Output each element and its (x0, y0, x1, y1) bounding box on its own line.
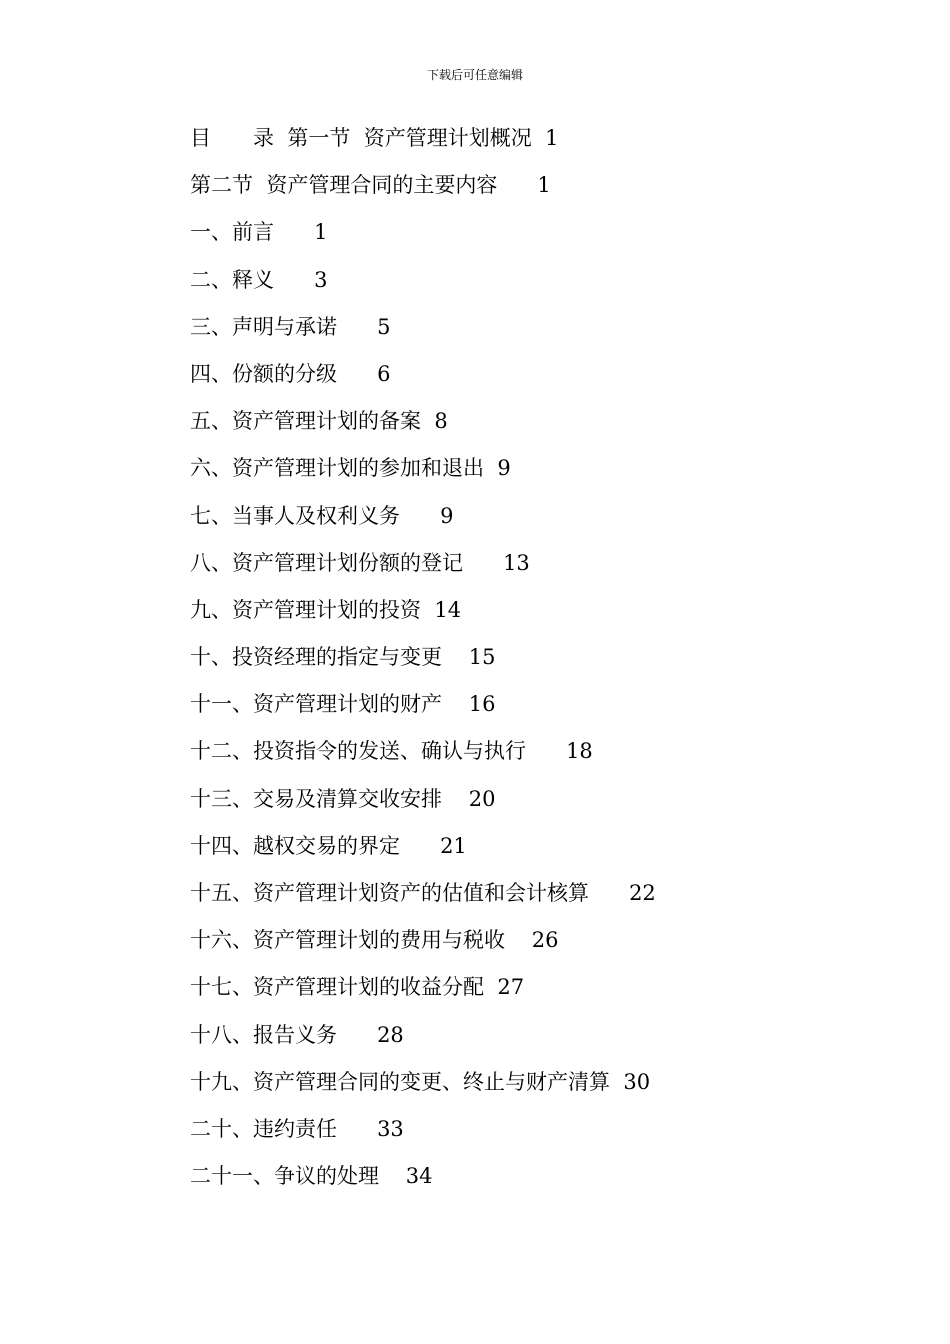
toc-entry (190, 1062, 890, 1109)
toc-entry (190, 590, 890, 637)
toc-entry-page: 9 (497, 456, 511, 481)
toc-entry-title: 十七、资产管理计划的收益分配 (190, 975, 484, 1000)
toc-entry-page: 30 (623, 1069, 651, 1094)
toc-entry-title: 第二节 资产管理合同的主要内容 (190, 173, 498, 198)
toc-entry (190, 212, 890, 259)
toc-entry (190, 448, 890, 495)
toc-entry-page: 15 (468, 645, 496, 670)
toc-entry-title: 十一、资产管理计划的财产 (190, 692, 442, 717)
toc-entry-title: 十四、越权交易的界定 (190, 833, 400, 858)
toc-entry-title: 六、资产管理计划的参加和退出 (190, 456, 484, 481)
toc-entry-title: 五、资产管理计划的备案 (190, 409, 421, 434)
toc-entry (190, 967, 890, 1014)
toc-entry-title: 目 录 第一节 资产管理计划概况 (190, 126, 532, 150)
toc-entry-title: 十、投资经理的指定与变更 (190, 645, 442, 670)
toc-entry-page: 13 (503, 550, 530, 575)
toc-entry (190, 826, 890, 873)
toc-entry-page: 14 (434, 597, 462, 622)
toc-entry-page: 28 (377, 1022, 404, 1047)
toc-entry (190, 118, 890, 165)
toc-entry-title: 二十一、争议的处理 (190, 1164, 379, 1189)
toc-entry-title: 十五、资产管理计划资产的估值和会计核算 (190, 881, 589, 905)
toc-entry-title: 二、释义 (190, 267, 274, 292)
page-header-note: 下载后可任意编辑 (426, 68, 523, 82)
toc-entry-title: 十六、资产管理计划的费用与税收 (190, 928, 505, 953)
toc-entry-page: 1 (545, 126, 559, 150)
toc-entry-page: 26 (531, 928, 559, 953)
toc-entry-page: 34 (405, 1164, 433, 1189)
toc-entry-page: 22 (629, 881, 656, 905)
toc-entry (190, 684, 890, 731)
toc-entry-page: 27 (497, 975, 525, 1000)
toc-entry-title: 一、前言 (190, 220, 274, 245)
toc-entry-page: 33 (377, 1116, 404, 1141)
toc-entry-page: 9 (440, 503, 454, 528)
toc-entry (190, 873, 890, 920)
toc-entry-title: 十三、交易及清算交收安排 (190, 786, 442, 811)
toc-entry (190, 354, 890, 401)
toc-entry (190, 1015, 890, 1062)
toc-entry (190, 1109, 890, 1156)
toc-entry-page: 1 (537, 173, 551, 198)
toc-entry-page: 1 (314, 220, 328, 245)
toc-entry (190, 401, 890, 448)
toc-entry-title: 九、资产管理计划的投资 (190, 597, 421, 622)
table-of-contents (190, 118, 890, 1203)
toc-entry (190, 731, 890, 778)
toc-entry (190, 543, 890, 590)
toc-entry-title: 二十、违约责任 (190, 1116, 337, 1141)
toc-entry (190, 260, 890, 307)
toc-entry-page: 20 (468, 786, 496, 811)
toc-entry (190, 496, 890, 543)
toc-entry-page: 8 (434, 409, 448, 434)
toc-entry-page: 3 (314, 267, 328, 292)
toc-entry (190, 637, 890, 684)
toc-entry-page: 5 (377, 314, 391, 339)
toc-entry (190, 920, 890, 967)
toc-entry-page: 6 (377, 361, 391, 386)
toc-entry-page: 21 (440, 833, 467, 858)
toc-entry-title: 八、资产管理计划份额的登记 (190, 550, 463, 575)
toc-entry-title: 七、当事人及权利义务 (190, 503, 400, 528)
toc-entry-title: 十八、报告义务 (190, 1022, 337, 1047)
toc-entry (190, 779, 890, 826)
toc-entry-title: 十九、资产管理合同的变更、终止与财产清算 (190, 1069, 610, 1094)
toc-entry (190, 1156, 890, 1203)
toc-entry-page: 18 (566, 739, 593, 764)
toc-entry-title: 三、声明与承诺 (190, 314, 337, 339)
toc-entry-page: 16 (468, 692, 496, 717)
toc-entry-title: 四、份额的分级 (190, 361, 337, 386)
toc-entry (190, 165, 890, 212)
toc-entry-title: 十二、投资指令的发送、确认与执行 (190, 739, 526, 764)
toc-entry (190, 307, 890, 354)
